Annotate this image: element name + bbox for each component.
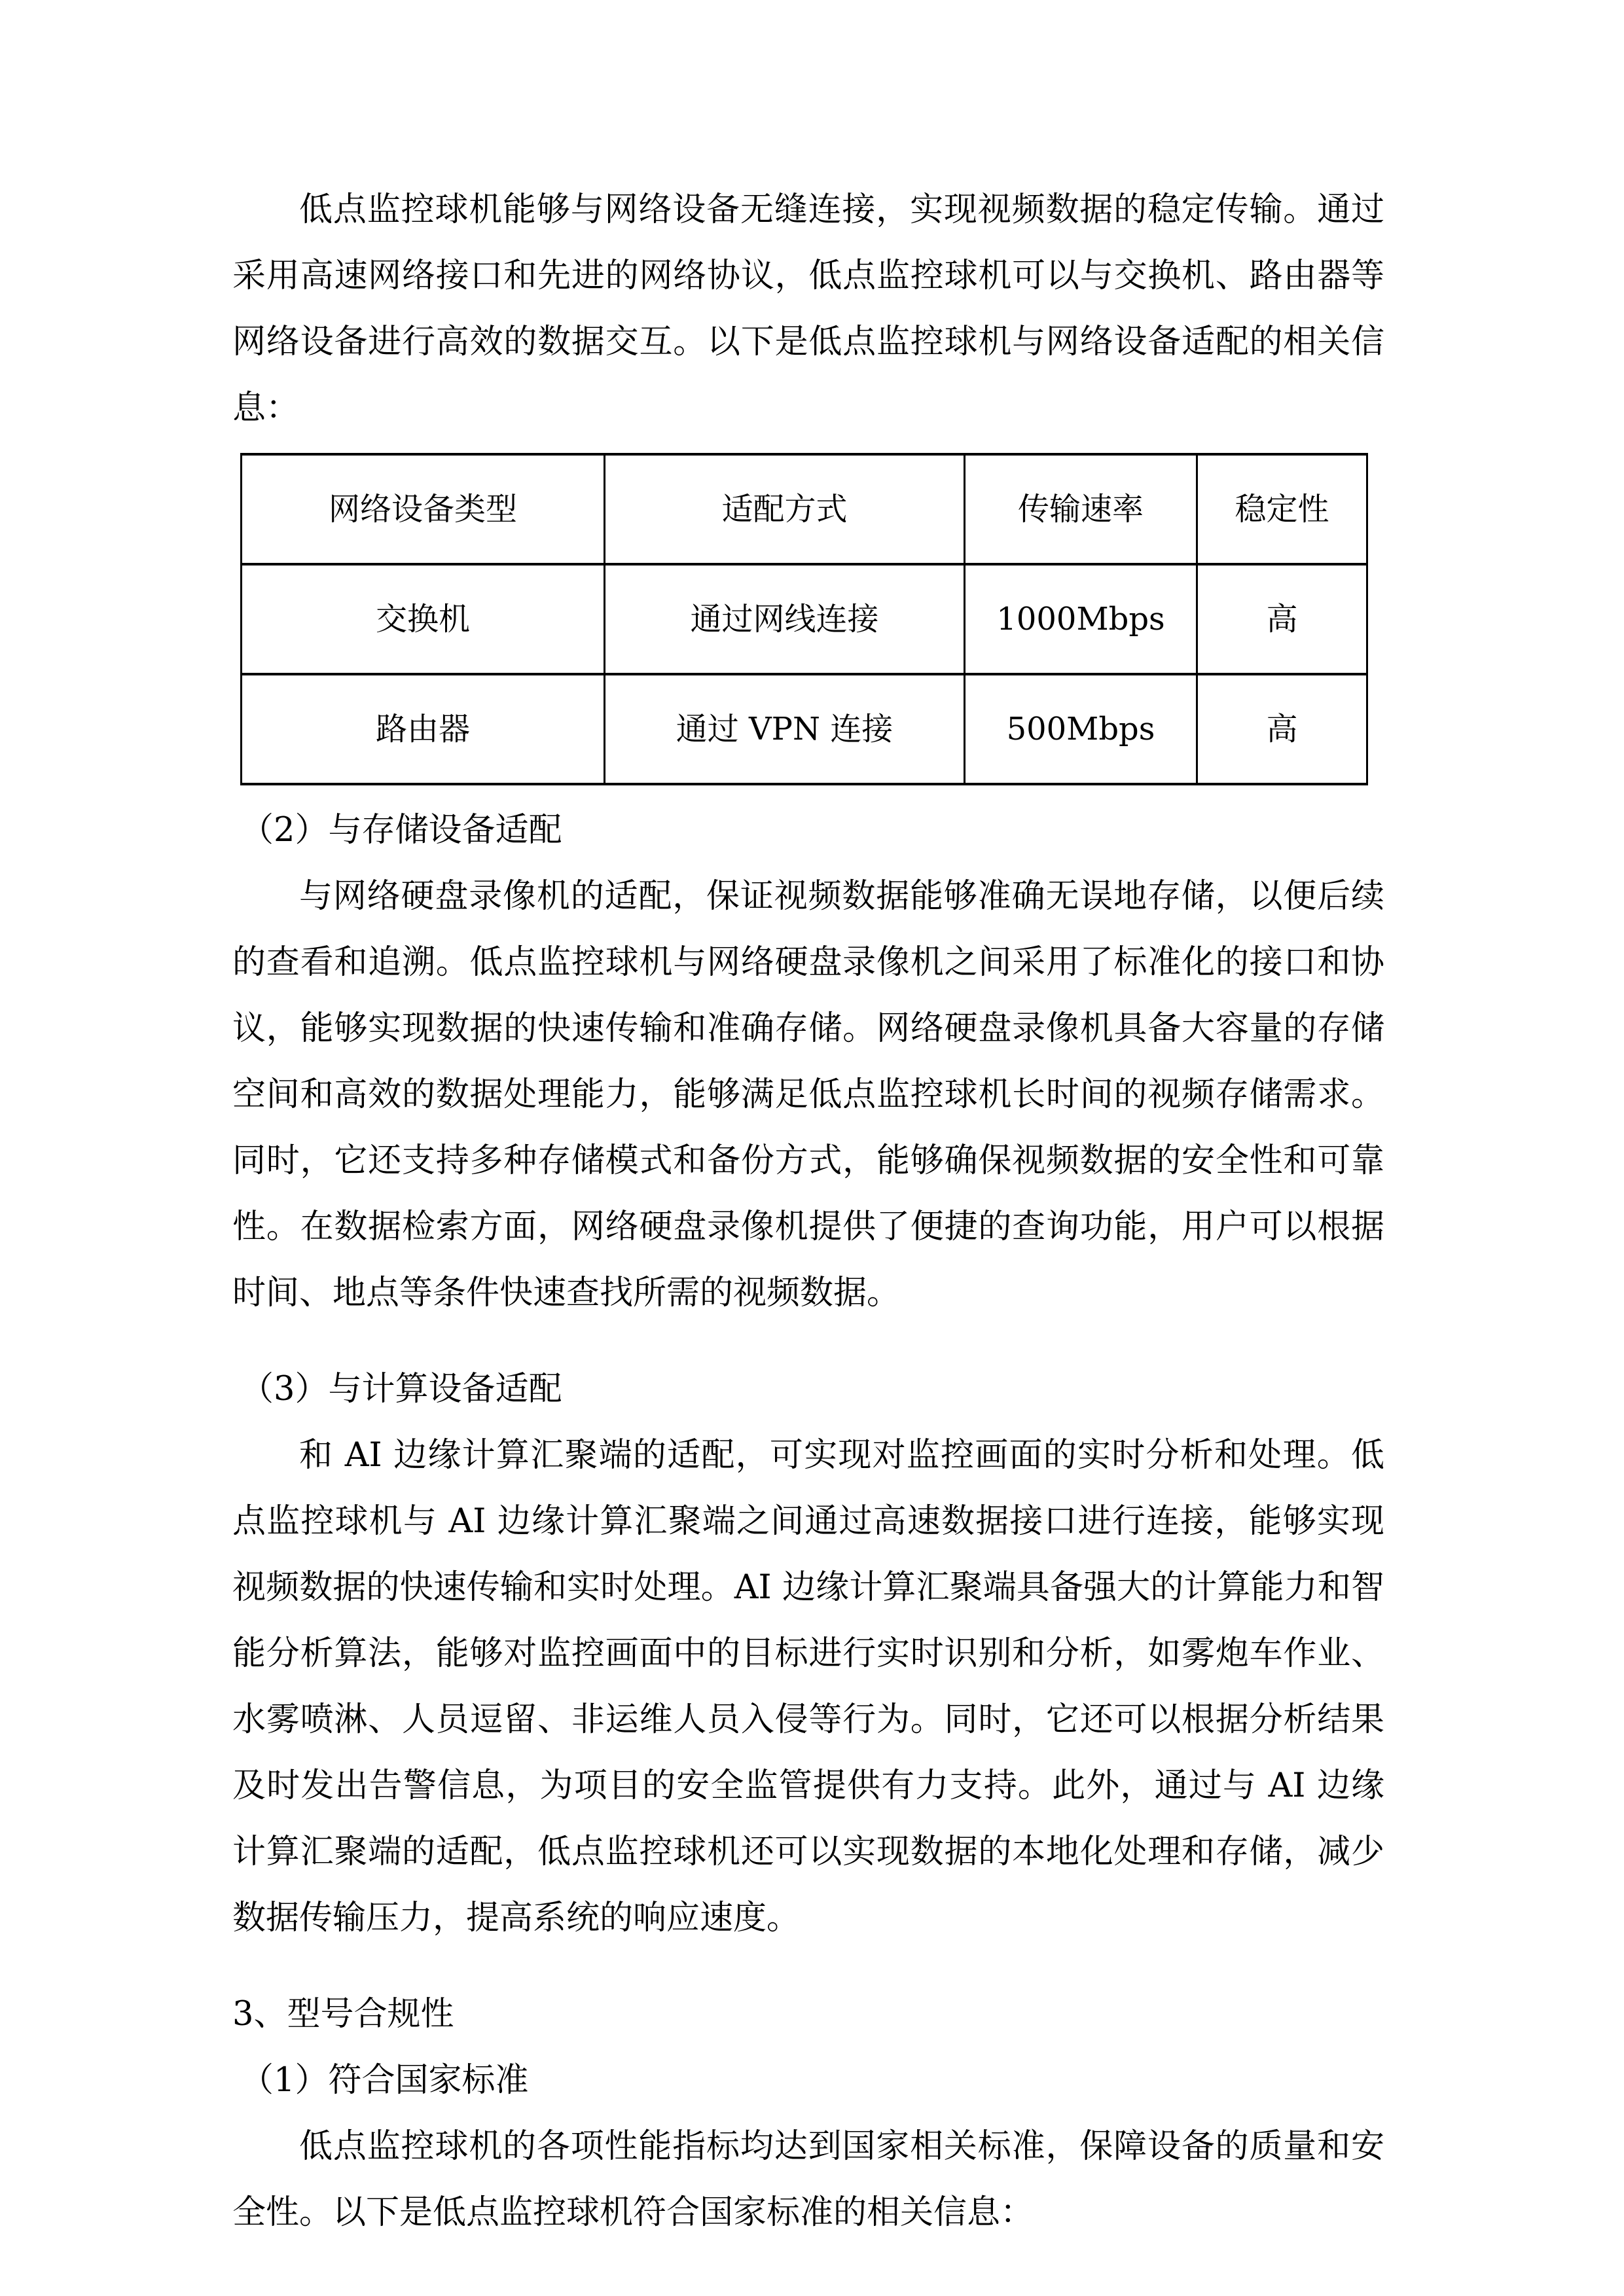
table-header-cell: 网络设备类型 <box>242 454 605 564</box>
table-header-cell: 传输速率 <box>965 454 1197 564</box>
table-cell: 通过网线连接 <box>605 564 965 674</box>
table-row <box>242 674 1367 784</box>
table-header-cell: 稳定性 <box>1197 454 1367 564</box>
paragraph-compute-adaptation: 和 AI 边缘计算汇聚端的适配，可实现对监控画面的实时分析和处理。低点监控球机与 AI 边缘计算汇聚端之间通过高速数据接口进行连接，能够实现视频数据的快速传输和实时处理。AI 边缘计算汇聚端具备强大的计算能力和智能分析算法，能够对监控画面中的目标进行实时识别和分析，如雾炮车作业、水雾喷淋、人员逗留、非运维人员入侵等行为。同时，它还可以根据分析结果及时发出告警信息，为项目的安全监管提供有力支持。此外，通过与 AI 边缘计算汇聚端的适配，低点监控球机还可以实现数据的本地化处理和存储，减少数据传输压力，提高系统的响应速度。 <box>232 1436 1384 1937</box>
table-cell: 交换机 <box>242 564 605 674</box>
table-row <box>242 564 1367 674</box>
paragraph-network-intro: 低点监控球机能够与网络设备无缝连接，实现视频数据的稳定传输。通过采用高速网络接口和先进的网络协议，低点监控球机可以与交换机、路由器等网络设备进行高效的数据交互。以下是低点监控球机与网络设备适配的相关信息： <box>232 190 1384 427</box>
spacer <box>232 441 1384 453</box>
table-cell: 高 <box>1197 674 1367 784</box>
table-cell: 1000Mbps <box>965 564 1197 674</box>
page-content <box>232 177 1384 2246</box>
heading-model-compliance: 3、型号合规性 <box>232 1995 454 2034</box>
table-cell: 通过 VPN 连接 <box>605 674 965 784</box>
table-cell: 500Mbps <box>965 674 1197 784</box>
network-device-table <box>240 453 1368 785</box>
table-header-cell: 适配方式 <box>605 454 965 564</box>
spacer <box>232 785 1384 797</box>
table-cell: 路由器 <box>242 674 605 784</box>
spacer <box>232 1951 1384 1981</box>
heading-national-standard: （1）符合国家标准 <box>240 2061 529 2100</box>
table-cell: 高 <box>1197 564 1367 674</box>
paragraph-national-standard: 低点监控球机的各项性能指标均达到国家相关标准，保障设备的质量和安全性。以下是低点监控球机符合国家标准的相关信息： <box>232 2127 1384 2232</box>
table-header-row <box>242 454 1367 564</box>
paragraph-storage-adaptation: 与网络硬盘录像机的适配，保证视频数据能够准确无误地存储，以便后续的查看和追溯。低点监控球机与网络硬盘录像机之间采用了标准化的接口和协议，能够实现数据的快速传输和准确存储。网络硬盘录像机具备大容量的存储空间和高效的数据处理能力，能够满足低点监控球机长时间的视频存储需求。同时，它还支持多种存储模式和备份方式，能够确保视频数据的安全性和可靠性。在数据检索方面，网络硬盘录像机提供了便捷的查询功能，用户可以根据时间、地点等条件快速查找所需的视频数据。 <box>232 877 1384 1312</box>
spacer <box>232 1326 1384 1356</box>
heading-storage-adaptation: （2）与存储设备适配 <box>240 811 562 850</box>
heading-compute-adaptation: （3）与计算设备适配 <box>240 1370 562 1408</box>
